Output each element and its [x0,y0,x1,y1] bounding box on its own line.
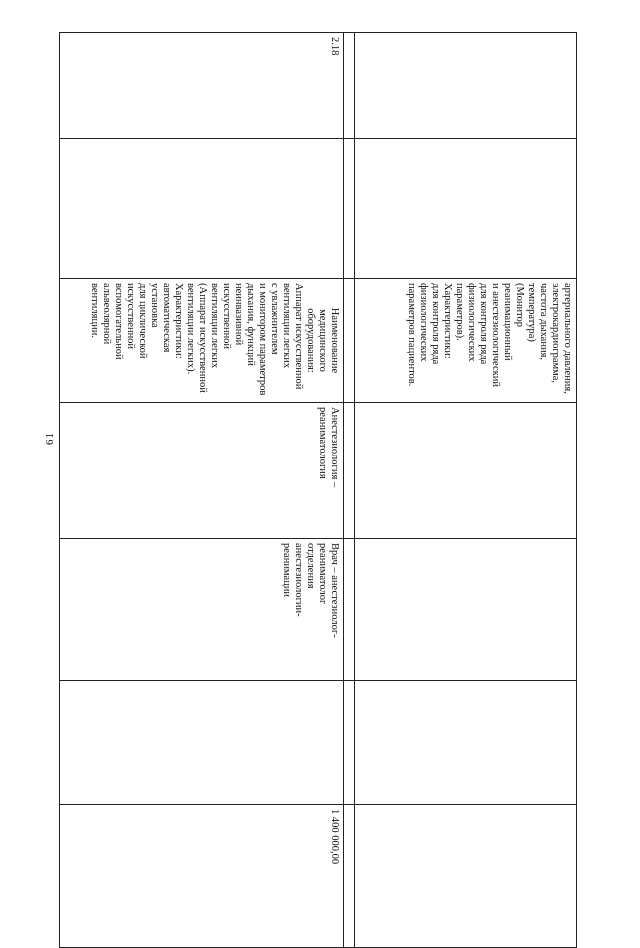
cell-profile: Анестезиология – реаниматология [60,403,344,539]
cell-profile [355,403,577,539]
cell-price [355,805,577,948]
equipment-table [59,32,577,948]
equipment-heading: Наименование медицинского оборудования: [305,307,340,374]
cell-blank [355,681,577,805]
cell-blank [60,681,344,805]
equipment-description: Аппарат искусственной вентиляции легких с увлажнителем и монитором параметров дыхания, функций неинвазивной искусственной вентиляции легких (Аппарат искусственной вентиляции легких). Характеристики: автоматическая установка для циклической искусственной вспомогательной альвеолярной вентиляции. [89,283,304,396]
row-separator [344,33,355,948]
cell-price: 1 400 000,00 [60,805,344,948]
cell-specialist [355,539,577,681]
cell-number [355,33,577,139]
table-row [60,33,344,948]
cell-blank [60,139,344,279]
table-row [355,33,577,948]
cell-equipment [60,279,344,403]
cell-specialist: Врач – анестезиолог- реаниматолог отделения анестезиологии- реанимации [60,539,344,681]
cell-number: 2.18 [60,33,344,139]
cell-equipment: артериального давления, электрокардиограмма, частота дыхания, температура) (Монитор реанимационный и анестезиологический для контроля ряда физиологических параметров). Характеристики: для контроля ряда физиологических параметров пациентов. [355,279,577,403]
cell-blank [355,139,577,279]
page-number: 61 [44,432,56,445]
rotated-page [67,32,577,865]
